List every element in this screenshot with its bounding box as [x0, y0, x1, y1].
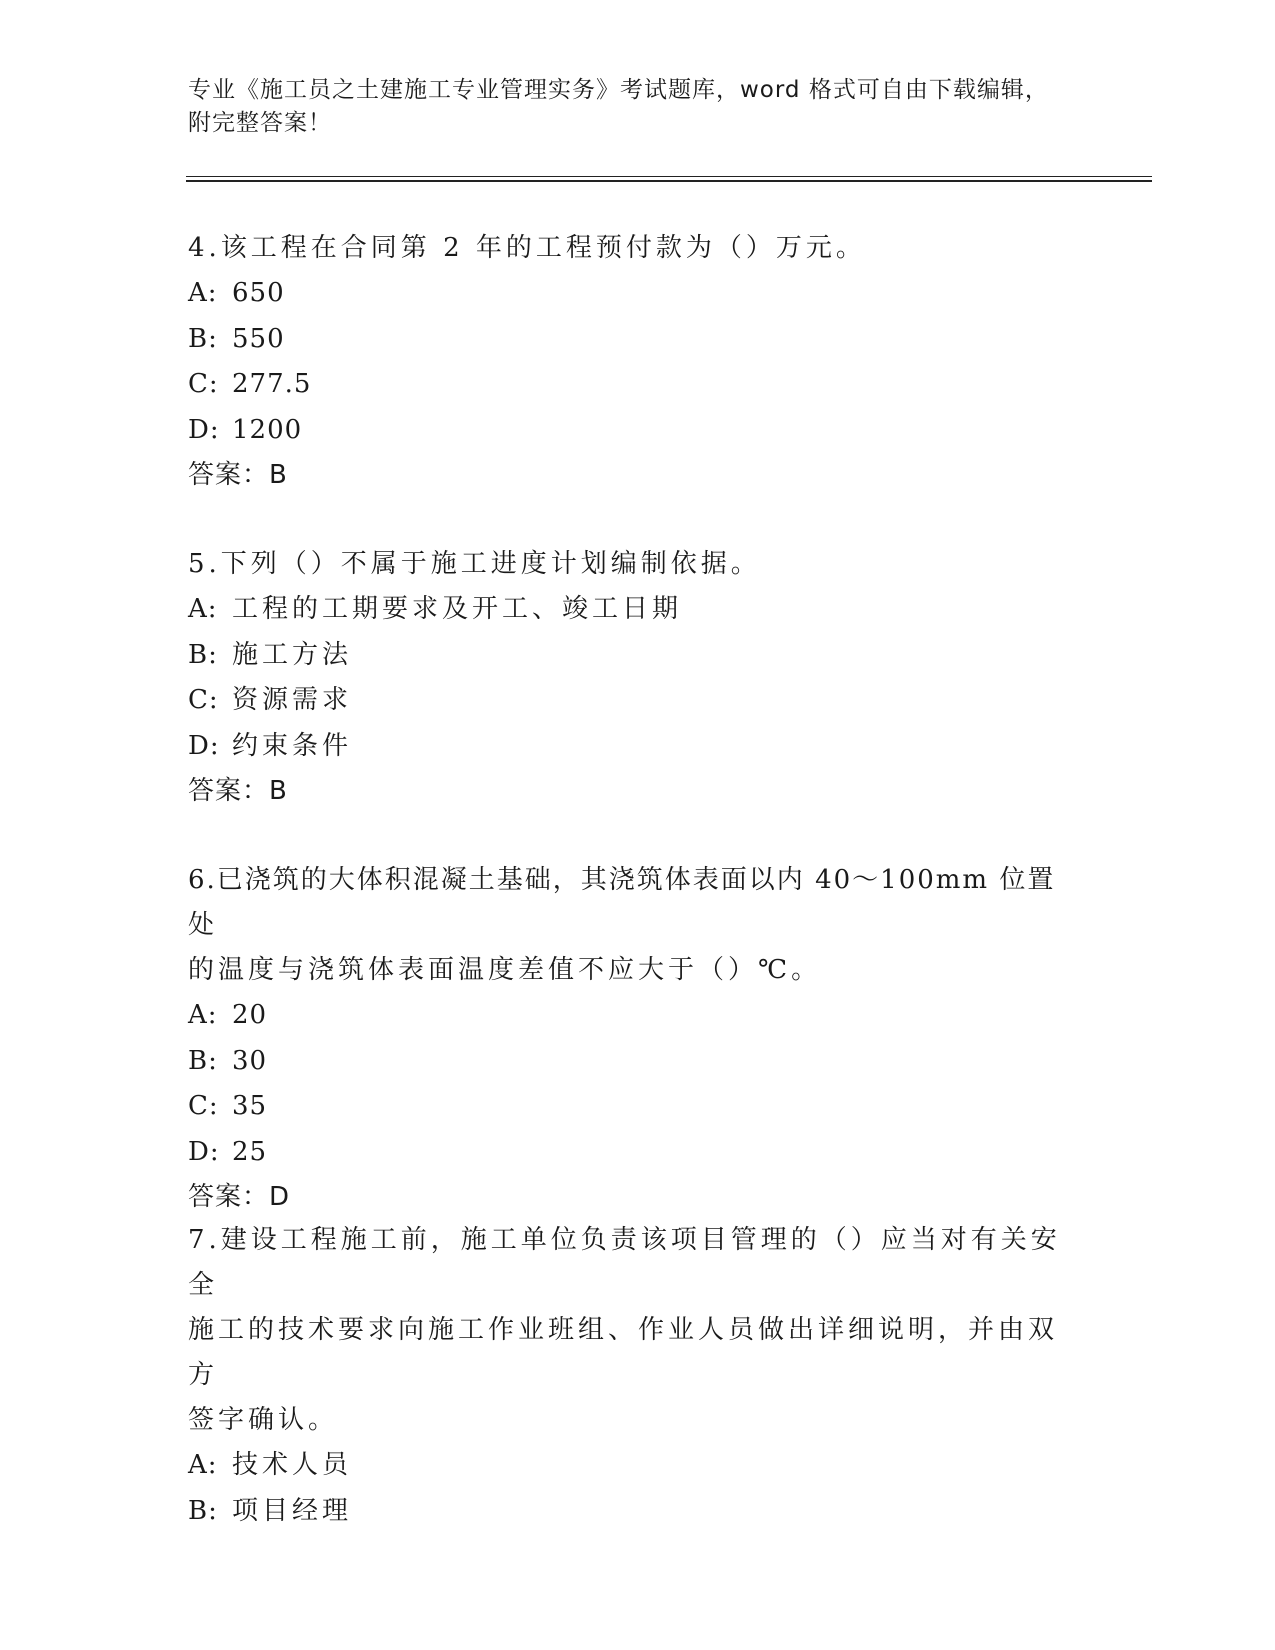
- header-line-2: 附完整答案！: [188, 110, 332, 136]
- document-header: [188, 74, 1088, 140]
- option-text: 25: [232, 1136, 268, 1167]
- option-letter: A:: [188, 594, 218, 624]
- option-text: 277.5: [232, 369, 312, 399]
- option-letter: A:: [188, 278, 218, 308]
- option-b: [188, 1489, 1068, 1535]
- question-text-line-1: 6.已浇筑的大体积混凝土基础，其浇筑体表面以内 40～100mm 位置处: [188, 865, 1056, 940]
- option-a: [188, 587, 1068, 633]
- option-a: [188, 271, 1068, 317]
- option-text: 650: [232, 278, 285, 308]
- question-text: 4.该工程在合同第 2 年的工程预付款为（）万元。: [188, 233, 866, 263]
- question-4: [188, 226, 1068, 498]
- option-a: [188, 1443, 1068, 1489]
- header-rule-thick: [186, 180, 1152, 182]
- option-b: [188, 1039, 1068, 1085]
- option-b: [188, 317, 1068, 363]
- option-text: 30: [232, 1045, 268, 1076]
- answer-line: 答案：D: [188, 1182, 291, 1212]
- option-text: 资源需求: [232, 685, 353, 715]
- option-text: 项目经理: [232, 1495, 353, 1526]
- header-rule-thin: [186, 176, 1152, 177]
- option-letter: D:: [188, 1136, 220, 1167]
- option-c: [188, 678, 1068, 724]
- option-letter: B:: [188, 1495, 218, 1526]
- question-text-line-2: 的温度与浇筑体表面温度差值不应大于（）℃。: [188, 955, 822, 985]
- option-d: [188, 724, 1068, 770]
- header-line-1: 专业《施工员之土建施工专业管理实务》考试题库，word 格式可自由下载编辑，: [188, 77, 1049, 103]
- option-letter: C:: [188, 1091, 219, 1121]
- option-letter: B:: [188, 1045, 218, 1076]
- question-text-line-1: 7.建设工程施工前，施工单位负责该项目管理的（）应当对有关安全: [188, 1225, 1061, 1300]
- question-5: [188, 542, 1068, 814]
- option-b: [188, 633, 1068, 679]
- option-text: 工程的工期要求及开工、竣工日期: [232, 594, 683, 624]
- option-d: [188, 408, 1068, 454]
- option-text: 施工方法: [232, 639, 353, 670]
- option-letter: B:: [188, 323, 218, 354]
- option-letter: A:: [188, 1000, 218, 1030]
- option-text: 550: [232, 323, 285, 354]
- option-letter: C:: [188, 685, 219, 715]
- option-letter: A:: [188, 1450, 218, 1480]
- option-text: 约束条件: [232, 730, 353, 761]
- option-letter: B:: [188, 639, 218, 670]
- option-letter: D:: [188, 730, 220, 761]
- option-letter: D:: [188, 414, 220, 445]
- answer-line: 答案：B: [188, 460, 288, 490]
- question-text-line-3: 签字确认。: [188, 1405, 339, 1435]
- question-7: [188, 1218, 1068, 1534]
- option-c: [188, 362, 1068, 408]
- option-c: [188, 1084, 1068, 1130]
- question-6: [188, 858, 1068, 1220]
- option-text: 技术人员: [232, 1450, 353, 1480]
- option-text: 1200: [232, 414, 303, 445]
- option-text: 20: [232, 1000, 268, 1030]
- question-text-line-2: 施工的技术要求向施工作业班组、作业人员做出详细说明，并由双方: [188, 1315, 1059, 1390]
- option-text: 35: [232, 1091, 268, 1121]
- answer-line: 答案：B: [188, 776, 288, 806]
- option-a: [188, 993, 1068, 1039]
- question-text: 5.下列（）不属于施工进度计划编制依据。: [188, 549, 761, 579]
- option-letter: C:: [188, 369, 219, 399]
- option-d: [188, 1130, 1068, 1176]
